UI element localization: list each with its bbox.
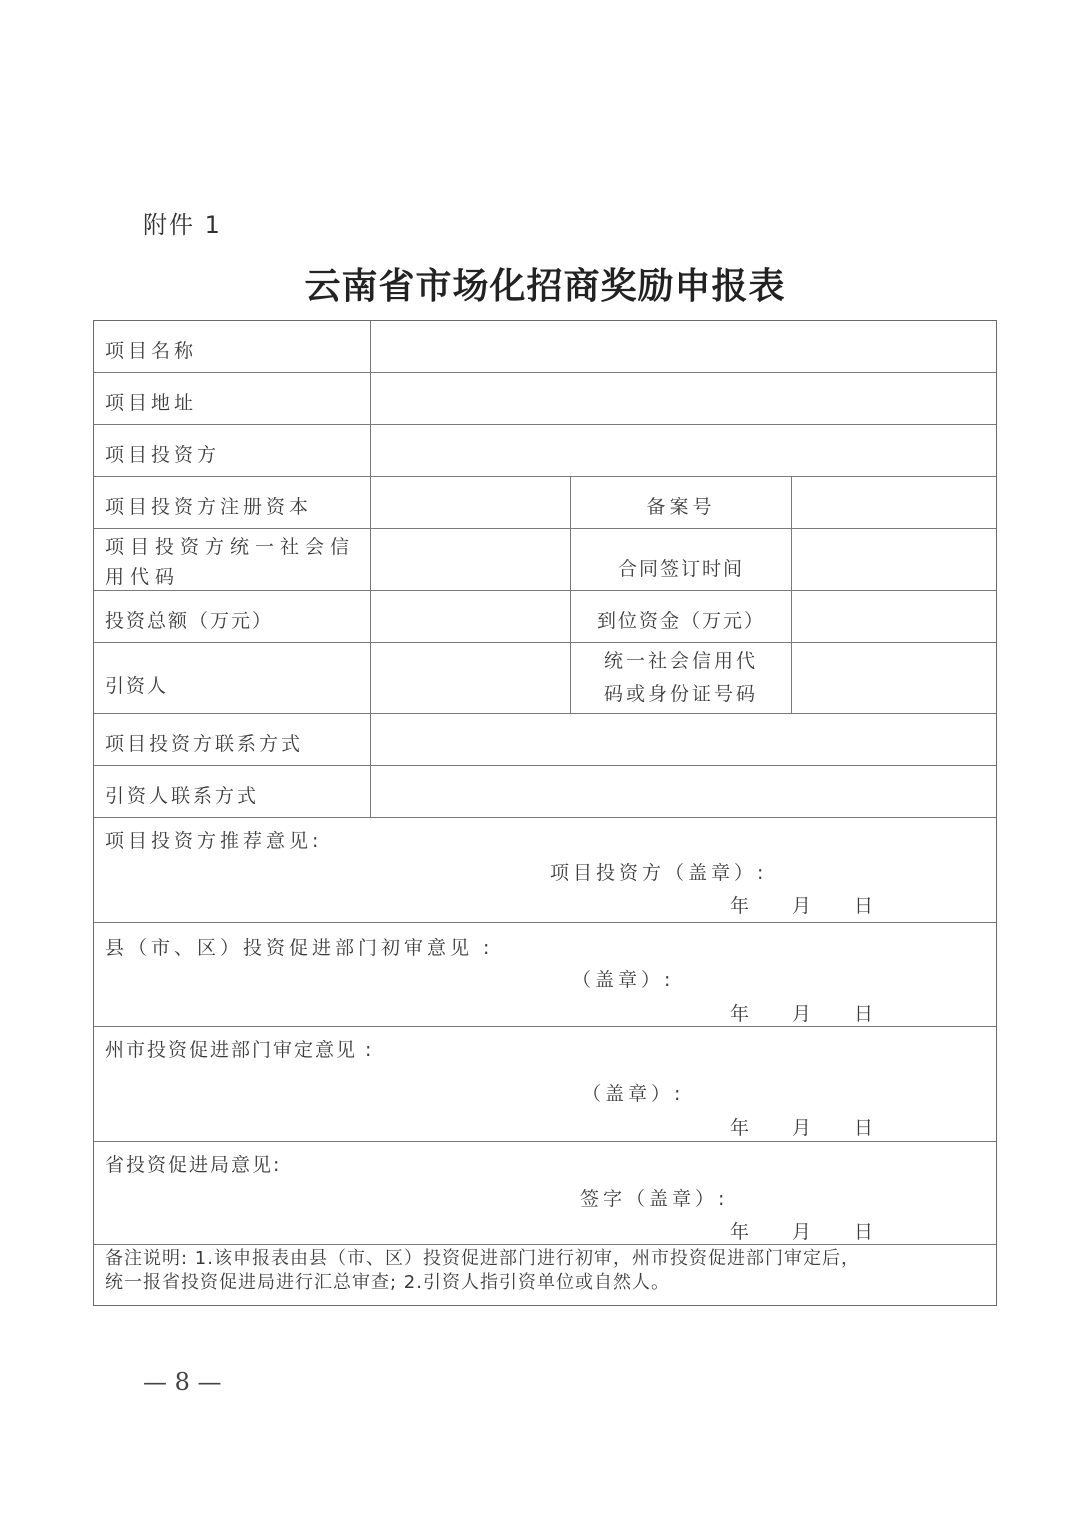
input-total-investment[interactable]	[371, 591, 571, 642]
label-project-name: 项目名称	[94, 321, 371, 372]
seal-label: （盖章）:	[582, 1083, 685, 1105]
label-investor-contact: 项目投资方联系方式	[94, 714, 371, 765]
row-registered-capital	[94, 477, 996, 529]
input-funds-in-place[interactable]	[792, 591, 996, 642]
row-investment	[94, 591, 996, 643]
date-year: 年	[730, 1003, 754, 1025]
date-day: 日	[854, 895, 878, 917]
label-contract-date: 合同签订时间	[571, 529, 792, 590]
label-registered-capital: 项目投资方注册资本	[94, 477, 371, 528]
date-line	[730, 1113, 916, 1140]
remarks-line-2: 统一报省投资促进局进行汇总审查; 2.引资人指引资单位或自然人。	[105, 1272, 670, 1293]
seal-label: 签字（盖章）:	[580, 1188, 729, 1210]
opinion-label: 项目投资方推荐意见:	[105, 830, 323, 852]
page-title: 云南省市场化招商奖励申报表	[304, 265, 786, 307]
input-filing-number[interactable]	[792, 477, 996, 528]
date-month: 月	[792, 1117, 816, 1139]
label-introducer-contact: 引资人联系方式	[94, 766, 371, 817]
date-day: 日	[854, 1003, 878, 1025]
input-contract-date[interactable]	[792, 529, 996, 590]
page-number: — 8 —	[143, 1368, 222, 1396]
remarks-text	[105, 1247, 860, 1293]
date-day: 日	[854, 1221, 878, 1243]
opinion-label: 省投资促进局意见:	[105, 1154, 282, 1176]
remarks-line-1: 备注说明: 1.该申报表由县（市、区）投资促进部门进行初审，州市投资促进部门审定后，	[105, 1248, 860, 1269]
input-registered-capital[interactable]	[371, 477, 571, 528]
date-month: 月	[792, 1003, 816, 1025]
input-project-name[interactable]	[371, 321, 996, 372]
remarks	[94, 1245, 996, 1305]
attachment-label: 附件 1	[143, 211, 222, 239]
date-year: 年	[730, 895, 754, 917]
label-project-investor: 项目投资方	[94, 425, 371, 476]
date-line	[730, 999, 916, 1026]
label-introducer: 引资人	[94, 643, 371, 713]
label-introducer-id: 统一社会信用代码或身份证号码	[571, 643, 792, 713]
date-day: 日	[854, 1117, 878, 1139]
label-filing-number: 备案号	[571, 477, 792, 528]
row-investor-contact	[94, 714, 996, 766]
opinion-prefecture-approval[interactable]	[94, 1027, 996, 1142]
row-project-investor	[94, 425, 996, 477]
row-credit-code	[94, 529, 996, 591]
seal-label: （盖章）:	[572, 969, 675, 991]
label-total-investment: 投资总额（万元）	[94, 591, 371, 642]
label-credit-code: 项目投资方统一社会信用代码	[94, 529, 371, 590]
input-project-address[interactable]	[371, 373, 996, 424]
row-introducer-contact	[94, 766, 996, 818]
opinion-investor-recommendation[interactable]	[94, 818, 996, 923]
input-introducer-id[interactable]	[792, 643, 996, 713]
date-year: 年	[730, 1117, 754, 1139]
application-form	[93, 320, 997, 1306]
input-introducer-contact[interactable]	[371, 766, 996, 817]
input-introducer[interactable]	[371, 643, 571, 713]
input-credit-code[interactable]	[371, 529, 571, 590]
opinion-county-review[interactable]	[94, 923, 996, 1027]
date-month: 月	[792, 1221, 816, 1243]
row-project-address	[94, 373, 996, 425]
label-project-address: 项目地址	[94, 373, 371, 424]
date-line	[730, 1217, 916, 1244]
label-funds-in-place: 到位资金（万元）	[571, 591, 792, 642]
input-investor-contact[interactable]	[371, 714, 996, 765]
row-project-name	[94, 321, 996, 373]
opinion-provincial-bureau[interactable]	[94, 1142, 996, 1245]
opinion-label: 县（市、区）投资促进部门初审意见 :	[105, 937, 494, 959]
seal-label: 项目投资方（盖章）:	[550, 862, 768, 884]
date-line	[730, 891, 916, 918]
opinion-label: 州市投资促进部门审定意见 :	[105, 1039, 374, 1061]
row-introducer	[94, 643, 996, 714]
input-project-investor[interactable]	[371, 425, 996, 476]
date-month: 月	[792, 895, 816, 917]
date-year: 年	[730, 1221, 754, 1243]
